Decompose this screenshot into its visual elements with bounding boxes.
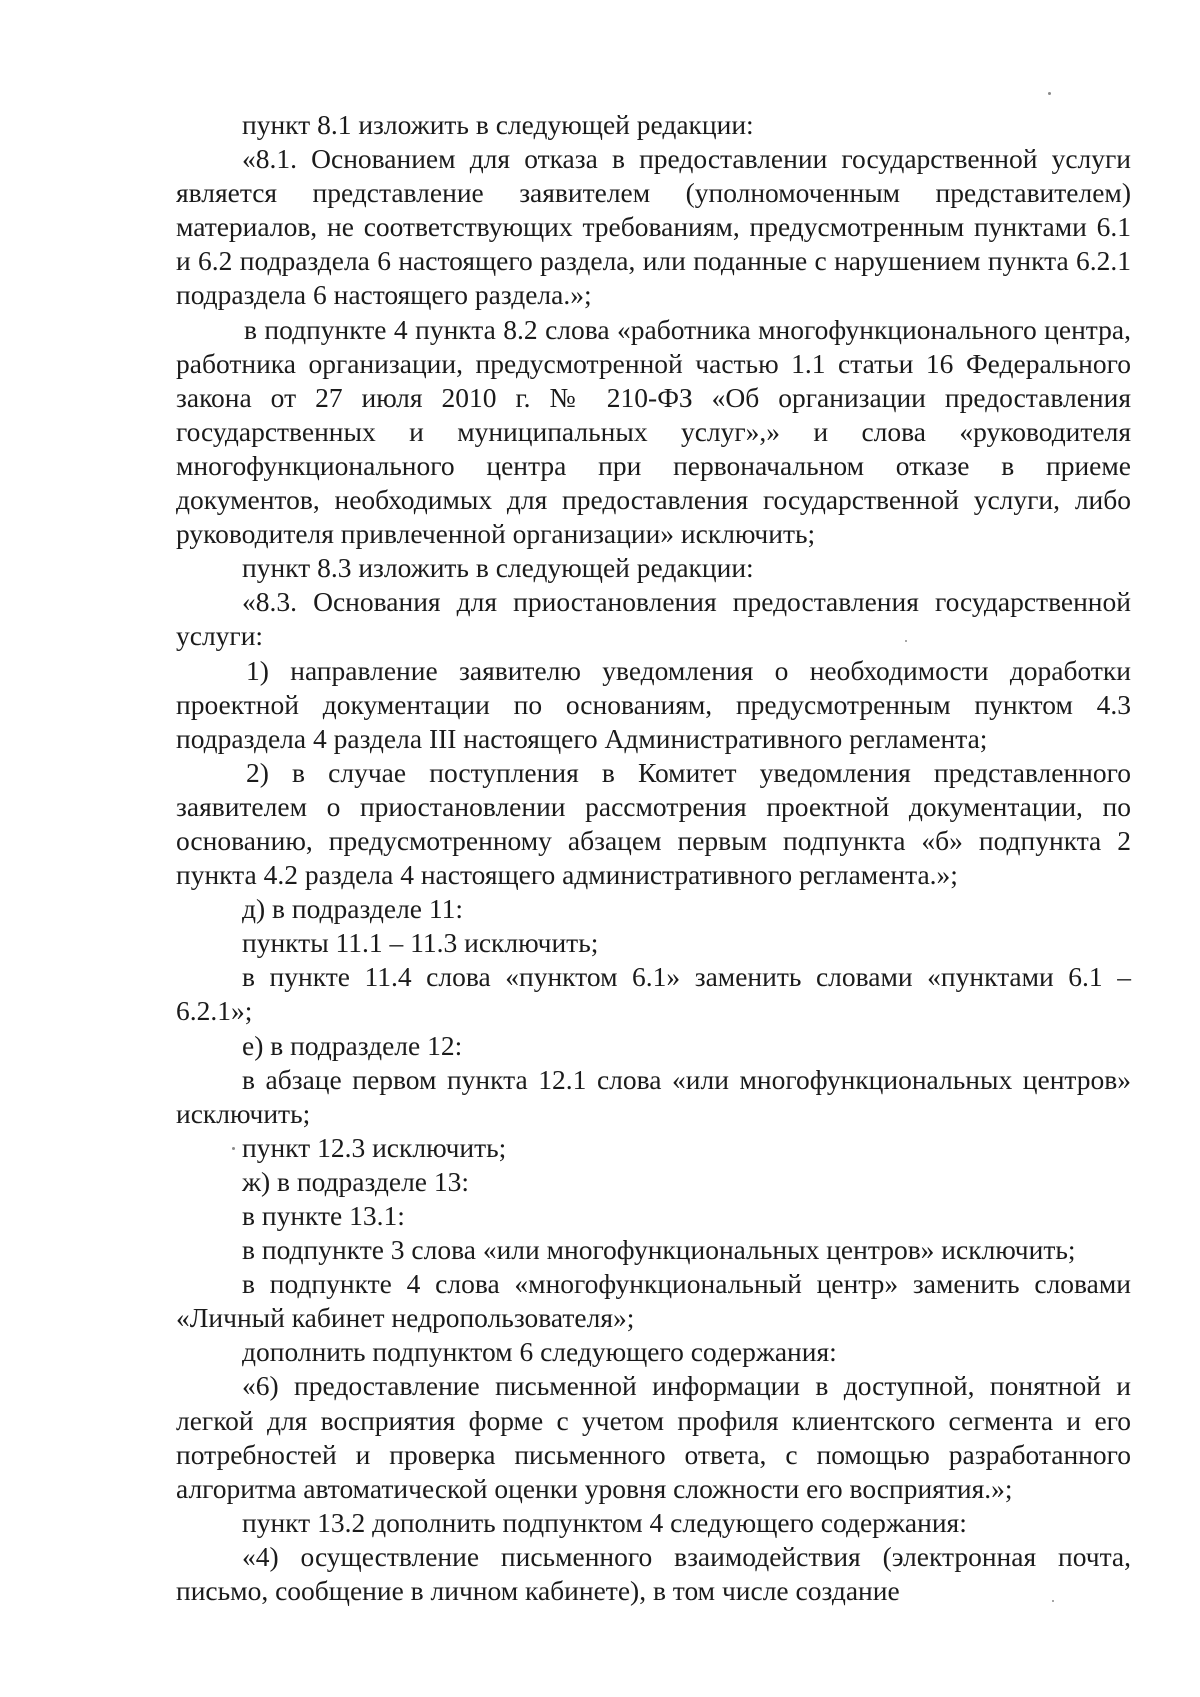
subsection-13-1-add-6: дополнить подпунктом 6 следующего содержания: — [242, 1336, 837, 1368]
scan-speck — [1052, 1600, 1054, 1602]
paragraph-8-2-amendment: в подпункте 4 пункта 8.2 слова «работника многофункционального центра, работника организации, предусмотренной частью 1.1 статьи 16 Федерального закона от 27 июля 2010 г. № 210-ФЗ «Об организации предоставления государственных и муниципальных услуг»,» и слова «руководителя многофункционального центра при первоначальном отказе в приеме документов, необходимых для предоставления государственной услуги, либо руководителя привлеченной организации» исключить; — [176, 313, 1131, 550]
subsection-12-item-1: в абзаце первом пункта 12.1 слова «или многофункциональных центров» исключить; — [176, 1063, 1131, 1129]
paragraph-8-3-text: «8.3. Основания для приостановления предоставления государственной услуги: — [176, 586, 1131, 652]
list-item-1: 1) направление заявителю уведомления о необходимости доработки проектной документации по основаниям, предусмотренным пунктом 4.3 подраздела 4 раздела III настоящего Административного регламента; — [176, 654, 1131, 754]
subsection-13-1-item-6-text: «6) предоставление письменной информации в доступной, понятной и легкой для восприятия форме с учетом профиля клиентского сегмента и его потребностей и проверка письменного ответа, с помощью разработанного алгоритма автоматической оценки уровня сложности его восприятия.»; — [176, 1370, 1131, 1504]
subsection-13-1-heading: в пункте 13.1: — [242, 1200, 405, 1231]
document-body — [176, 108, 1131, 1608]
subsection-11-heading: д) в подразделе 11: — [242, 893, 463, 925]
paragraph-8-1-text: «8.1. Основанием для отказа в предоставлении государственной услуги является представление заявителем (уполномоченным представителем) материалов, не соответствующих требованиям, предусмотренным пунктами 6.1 и 6.2 подраздела 6 настоящего раздела, или поданные с нарушением пункта 6.2.1 подраздела 6 настоящего раздела.»; — [176, 143, 1131, 311]
subsection-12-item-2: пункт 12.3 исключить; — [242, 1131, 507, 1163]
subsection-13-2-item-4-text: «4) осуществление письменного взаимодействия (электронная почта, письмо, сообщение в личном кабинете), в том числе создание — [176, 1540, 1131, 1607]
paragraph-8-1-intro: пункт 8.1 изложить в следующей редакции: — [242, 109, 754, 140]
subsection-12-heading: е) в подразделе 12: — [242, 1029, 463, 1061]
subsection-13-2-intro: пункт 13.2 дополнить подпунктом 4 следующего содержания: — [242, 1506, 967, 1538]
subsection-11-item-1: пункты 11.1 – 11.3 исключить; — [242, 927, 599, 959]
scan-speck — [232, 1147, 235, 1150]
subsection-11-item-2: в пункте 11.4 слова «пунктом 6.1» заменить словами «пунктами 6.1 – 6.2.1»; — [176, 961, 1131, 1027]
subsection-13-1-item-4: в подпункте 4 слова «многофункциональный центр» заменить словами «Личный кабинет недропользователя»; — [176, 1268, 1131, 1334]
scan-speck — [905, 640, 907, 642]
subsection-13-heading: ж) в подразделе 13: — [242, 1165, 470, 1197]
subsection-13-1-item-3: в подпункте 3 слова «или многофункциональных центров» исключить; — [242, 1234, 1076, 1266]
list-item-2: 2) в случае поступления в Комитет уведомления представленного заявителем о приостановлении рассмотрения проектной документации, по основанию, предусмотренному абзацем первым подпункта «б» подпункта 2 пункта 4.2 раздела 4 настоящего административного регламента.»; — [176, 756, 1131, 891]
paragraph-8-3-intro: пункт 8.3 изложить в следующей редакции: — [242, 552, 754, 584]
scan-speck — [1048, 92, 1051, 95]
